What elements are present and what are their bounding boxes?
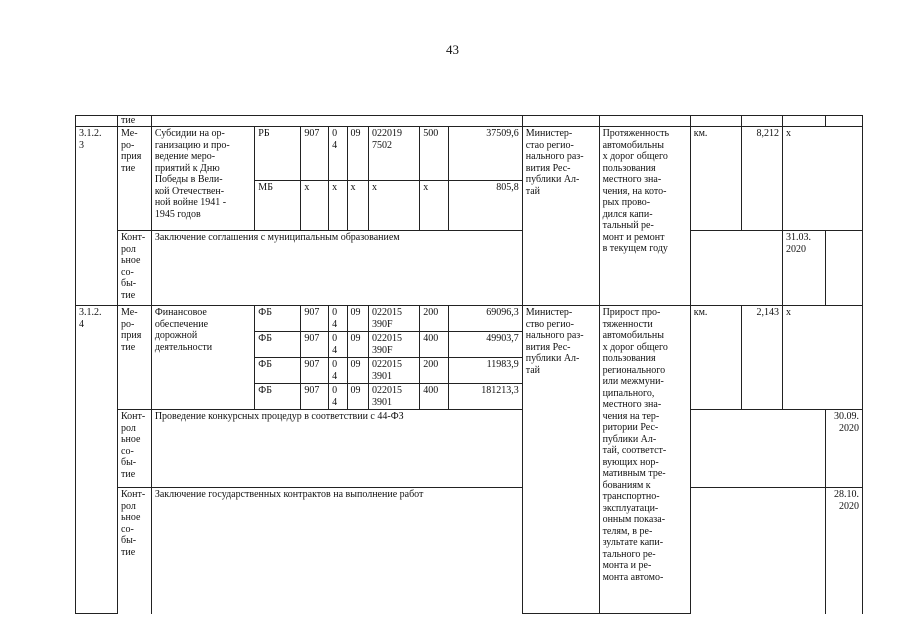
pr-code: 09 [347, 332, 369, 358]
pr-code: х [347, 181, 369, 231]
control-event-type: Конт- рол ьное со- бы- тие [118, 410, 152, 488]
item-type: Ме- ро- прия тие [118, 306, 152, 410]
csr-code: 022015 390F [369, 332, 420, 358]
funding-source: ФБ [255, 384, 301, 410]
unit: км. [690, 306, 741, 410]
control-event-type: Конт- рол ьное со- бы- тие [118, 488, 152, 614]
cell-type: тие [118, 116, 152, 127]
grbs-code: 907 [301, 332, 329, 358]
csr-code: 022019 7502 [369, 127, 420, 181]
amount: 181213,3 [448, 384, 522, 410]
amount: 37509,6 [448, 127, 522, 181]
indicator: Прирост про- тяженности автомобильны х дорог общего пользования регионального или межмуни- ципального, местного зна- чения на тер- ритории Рес- публики Ал- тай, соответст- вующих нор- мативным тре- бованиям к транспортно- эксплуатаци- онным показа- телям, в ре- зультате капи- тального ре- монта и ре- монта автомо- [599, 306, 690, 614]
funding-source: ФБ [255, 358, 301, 384]
pr-code: 09 [347, 358, 369, 384]
cell-num [76, 116, 118, 127]
funding-source: МБ [255, 181, 301, 231]
grbs-code: х [301, 181, 329, 231]
pr-code: 09 [347, 384, 369, 410]
grbs-code: 907 [301, 306, 329, 332]
funding-source: ФБ [255, 332, 301, 358]
executor: Министер- ство регио- нального раз- вития Рес- публики Ал- тай [522, 306, 599, 614]
item-type: Ме- ро- прия тие [118, 127, 152, 231]
page-number: 43 [446, 42, 459, 57]
grbs-code: 907 [301, 358, 329, 384]
rz-code: 0 4 [329, 127, 347, 181]
executor: Министер- стао регио- нального раз- вития Рес- публики Ал- тай [522, 127, 599, 306]
vr-code: 400 [420, 332, 449, 358]
control-event-text: Заключение соглашения с муниципальным образованием [151, 231, 522, 306]
table-row [76, 116, 863, 127]
csr-code: 022015 3901 [369, 384, 420, 410]
indicator-value: 8,212 [741, 127, 782, 231]
vr-code: 200 [420, 306, 449, 332]
indicator-flag: х [782, 306, 862, 410]
vr-code: 400 [420, 384, 449, 410]
csr-code: 022015 390F [369, 306, 420, 332]
control-event-type: Конт- рол ьное со- бы- тие [118, 231, 152, 306]
control-event-row [76, 488, 863, 614]
grbs-code: 907 [301, 127, 329, 181]
control-event-date: 28.10. 2020 [826, 488, 863, 614]
rz-code: 0 4 [329, 358, 347, 384]
vr-code: 200 [420, 358, 449, 384]
rz-code: 0 4 [329, 332, 347, 358]
vr-code: 500 [420, 127, 449, 181]
indicator: Протяженность автомобильны х дорог общего пользования местного зна- чения, на кото- рых прово- дился капи- тальный ре- монт и ремонт в текущем году [599, 127, 690, 306]
item-number: 3.1.2. 4 [76, 306, 118, 614]
indicator-value: 2,143 [741, 306, 782, 410]
csr-code: х [369, 181, 420, 231]
control-event-date: 30.09. 2020 [826, 410, 863, 488]
amount: 69096,3 [448, 306, 522, 332]
rz-code: 0 4 [329, 384, 347, 410]
grbs-code: 907 [301, 384, 329, 410]
pr-code: 09 [347, 306, 369, 332]
table-row [76, 127, 863, 181]
amount: 49903,7 [448, 332, 522, 358]
rz-code: х [329, 181, 347, 231]
control-event-row [76, 231, 863, 306]
amount: 805,8 [448, 181, 522, 231]
item-number: 3.1.2. 3 [76, 127, 118, 306]
measures-table [75, 115, 863, 614]
item-name: Субсидии на ор- ганизацию и про- ведение меро- приятий к Дню Победы в Вели- кой Отечествен- ной войне 1941 - 1945 годов [151, 127, 254, 231]
pr-code: 09 [347, 127, 369, 181]
funding-source: ФБ [255, 306, 301, 332]
control-event-row [76, 410, 863, 488]
table-row [76, 306, 863, 332]
indicator-flag: х [782, 127, 862, 231]
vr-code: х [420, 181, 449, 231]
control-event-date: 31.03. 2020 [782, 231, 825, 306]
amount: 11983,9 [448, 358, 522, 384]
control-event-text: Проведение конкурсных процедур в соответствии с 44-ФЗ [151, 410, 522, 488]
csr-code: 022015 3901 [369, 358, 420, 384]
rz-code: 0 4 [329, 306, 347, 332]
control-event-text: Заключение государственных контрактов на выполнение работ [151, 488, 522, 614]
unit: км. [690, 127, 741, 231]
funding-source: РБ [255, 127, 301, 181]
item-name: Финансовое обеспечение дорожной деятельности [151, 306, 254, 410]
